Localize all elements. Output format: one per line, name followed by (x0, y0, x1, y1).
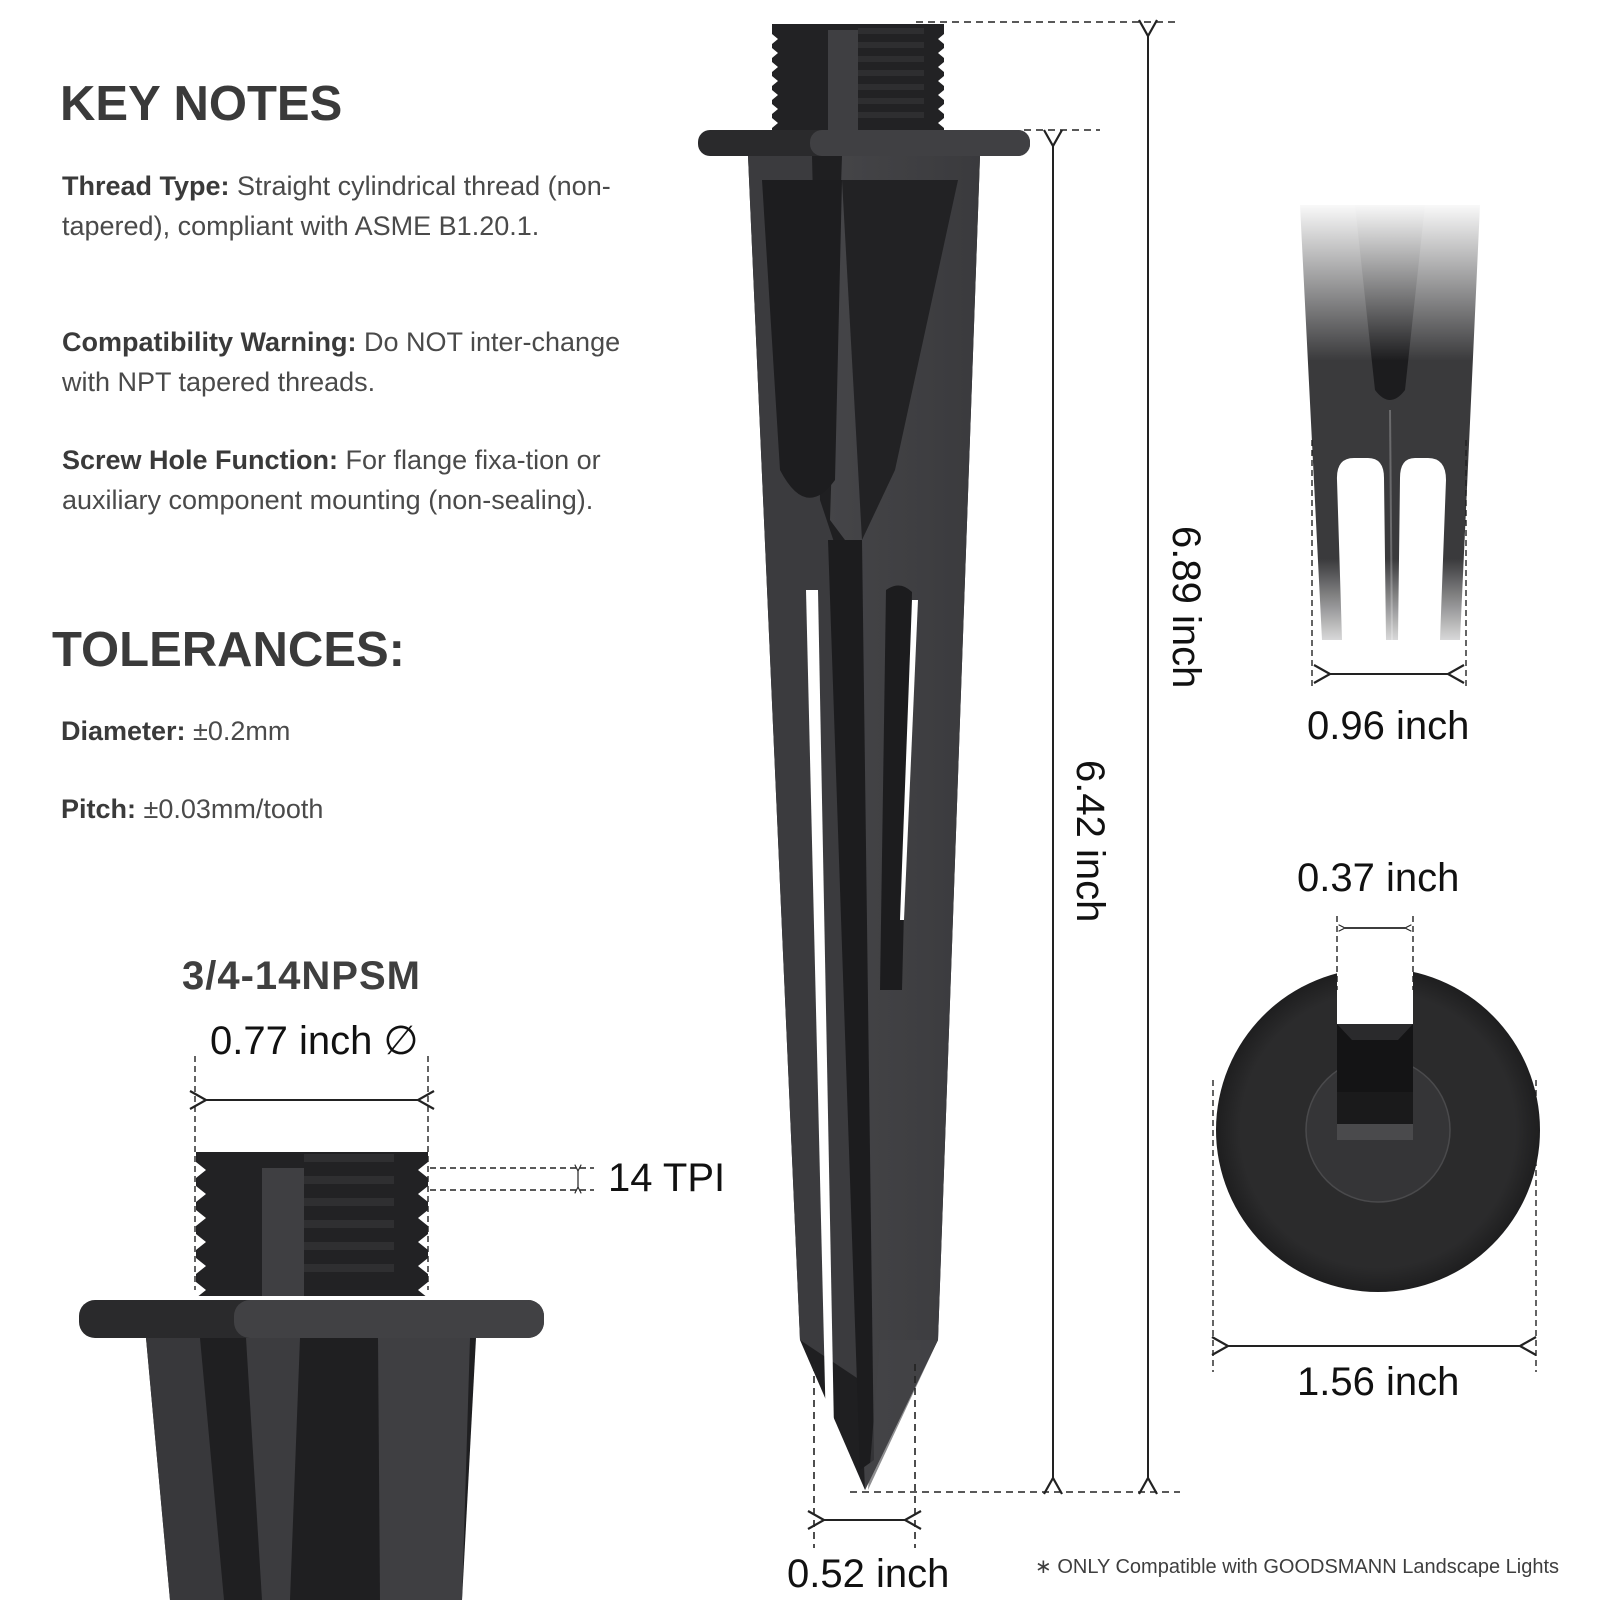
stake-length-label: 6.42 inch (1068, 760, 1112, 923)
top-view-illustration (1216, 960, 1540, 1292)
note-label: Screw Hole Function: (62, 445, 339, 475)
flange-diameter-label: 1.56 inch (1297, 1360, 1460, 1404)
thread-diameter-label: 0.77 inch ∅ (210, 1019, 419, 1063)
note-text: Do NOT inter-change with NPT tapered threads. (62, 327, 621, 397)
note-text: Straight cylindrical thread (non-tapered), compliant with ASME B1.20.1. (62, 171, 611, 241)
compatibility-footnote: ∗ ONLY Compatible with GOODSMANN Landscape Lights (1035, 1556, 1560, 1578)
total-length-label: 6.89 inch (1164, 526, 1208, 689)
tolerance-value: ±0.03mm/tooth (136, 794, 324, 824)
key-notes-title: KEY NOTES (60, 77, 343, 131)
main-stake-illustration (698, 24, 1030, 1490)
note-label: Thread Type: (62, 171, 230, 201)
tolerance-label: Diameter: (61, 716, 186, 746)
tip-width-label: 0.52 inch (787, 1552, 950, 1596)
tolerance-value: ±0.2mm (185, 716, 291, 746)
thread-spec-title: 3/4-14NPSM (182, 954, 421, 998)
side-view-width-label: 0.96 inch (1307, 704, 1470, 748)
tolerance-label: Pitch: (61, 794, 137, 824)
tolerances-title: TOLERANCES: (52, 623, 406, 677)
slot-width-label: 0.37 inch (1297, 856, 1460, 900)
thread-detail-illustration (79, 1152, 544, 1600)
tpi-label: 14 TPI (608, 1156, 726, 1200)
side-view-illustration (1290, 200, 1490, 660)
note-label: Compatibility Warning: (62, 327, 357, 357)
note-text: For flange fixa-tion or auxiliary component mounting (non-sealing). (62, 445, 601, 515)
